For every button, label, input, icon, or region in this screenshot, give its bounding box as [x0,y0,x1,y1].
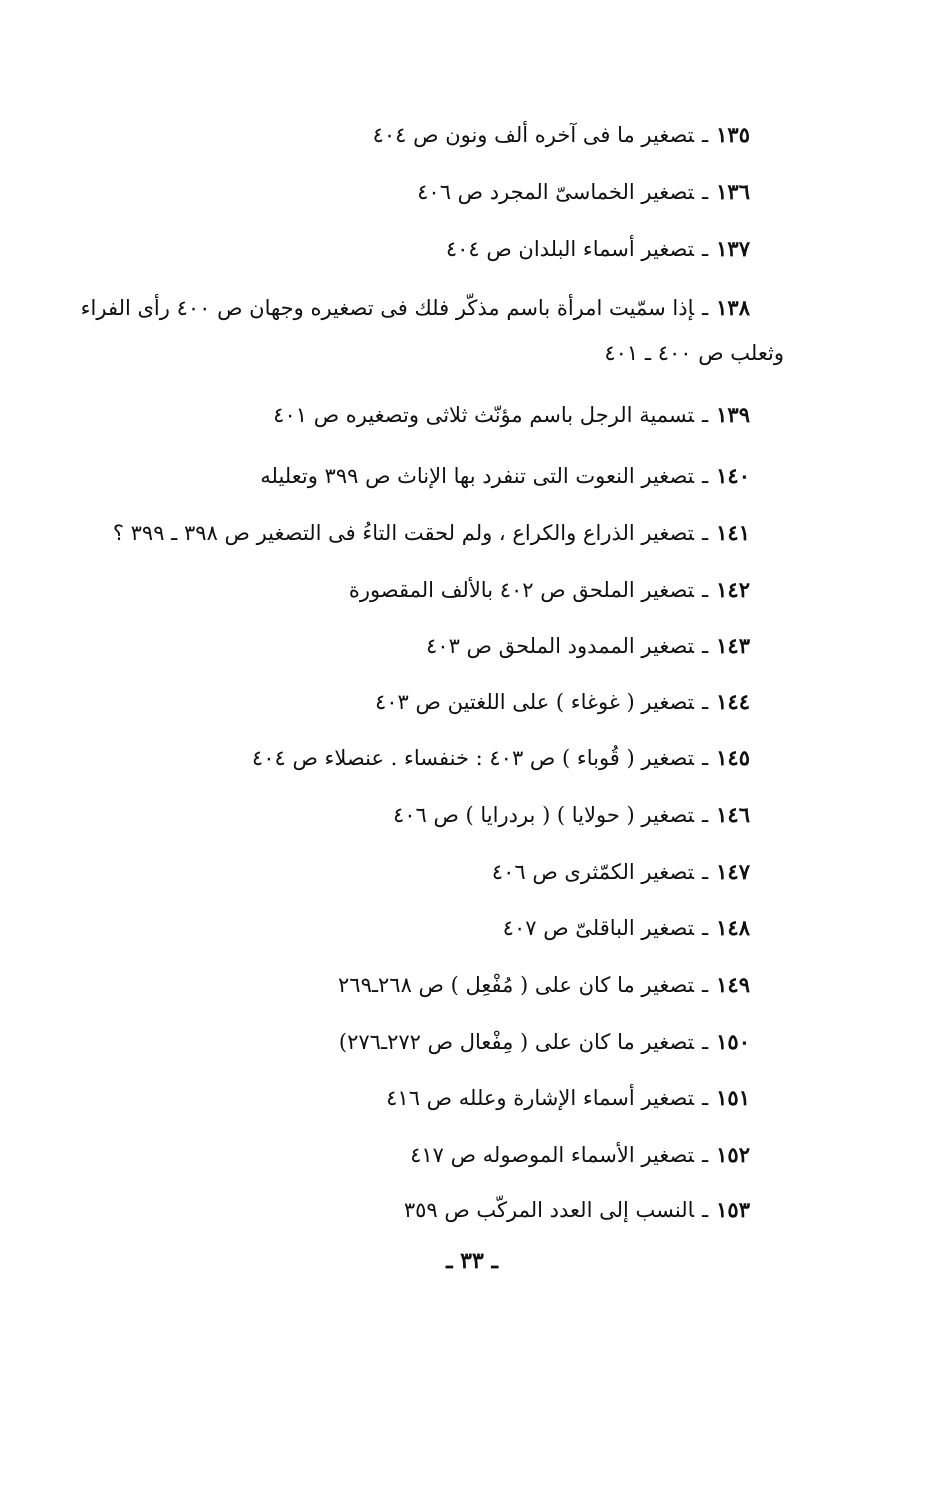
entry-text: إذا سمّيت امرأة باسم مذكّر فلك فى تصغيره وجهان ص ٤٠٠ رأى الفراء [80,296,694,320]
index-entry [410,1140,750,1170]
entry-dash: ـ [702,803,709,827]
index-entry [386,1083,750,1113]
entry-text: تصغير ( قُوباء ) ص ٤٠٣ : خنفساء . عنصلاء ص ٤٠٤ [251,746,694,770]
entry-text: تصغير ( غوغاء ) على اللغتين ص ٤٠٣ [375,690,694,714]
entry-dash: ـ [702,634,709,658]
entry-number: ١٤٤ [716,689,750,714]
entry-text: تصغير ما فى آخره ألف ونون ص ٤٠٤ [372,123,694,147]
entry-number: ١٤١ [716,520,750,545]
entry-number: ١٥٢ [716,1142,750,1167]
entry-dash: ـ [702,403,709,427]
entry-dash: ـ [702,237,709,261]
entry-text: تصغير الممدود الملحق ص ٤٠٣ [426,634,694,658]
entry-dash: ـ [702,123,709,147]
index-entry [492,857,750,887]
index-entry [349,575,750,605]
entry-dash: ـ [702,296,709,320]
entry-number: ١٤٩ [716,972,750,997]
index-entry [252,743,750,773]
index-entry [446,234,750,264]
entry-number: ١٤٦ [716,802,750,827]
entry-dash: ـ [702,690,709,714]
entry-text: تصغير الملحق ص ٤٠٢ بالألف المقصورة [348,578,694,602]
index-entry [417,177,750,207]
entry-text: تصغير الأسماء الموصوله ص ٤١٧ [410,1143,694,1167]
entry-number: ١٣٧ [716,236,750,261]
entry-number: ١٤٠ [716,463,750,488]
entry-dash: ـ [702,916,709,940]
entry-text: تصغير الكمّثرى ص ٤٠٦ [491,860,694,884]
entry-dash: ـ [702,180,709,204]
index-entry [426,631,750,661]
index-entry [373,120,750,150]
entry-number: ١٣٩ [716,402,750,427]
entry-text: تصغير أسماء البلدان ص ٤٠٤ [445,237,694,261]
entry-text: تصغير الذراع والكراع ، ولم لحقت التاءُ فى التصغير ص ٣٩٨ ـ ٣٩٩ ؟ [112,521,694,545]
entry-number: ١٤٣ [716,633,750,658]
entry-dash: ـ [702,578,709,602]
index-entry [338,970,750,1000]
index-entry [393,800,750,830]
index-entry [375,687,750,717]
index-entry [404,1195,750,1225]
entry-number: ١٤٨ [716,915,750,940]
index-entry [503,913,750,943]
entry-dash: ـ [702,973,709,997]
entry-dash: ـ [702,1086,709,1110]
page-number: ـ ٣٣ ـ [446,1248,498,1274]
entry-text: تصغير ( حولايا ) ( بردرايا ) ص ٤٠٦ [392,803,694,827]
entry-continuation: وثعلب ص ٤٠٠ ـ ٤٠١ [604,341,784,365]
entry-text: تصغير الباقلىّ ص ٤٠٧ [502,916,694,940]
entry-text: النسب إلى العدد المركّب ص ٣٥٩ [403,1198,694,1222]
entry-dash: ـ [702,746,709,770]
entry-number: ١٤٥ [716,745,750,770]
entry-dash: ـ [702,464,709,488]
entry-text: تصغير النعوت التى تنفرد بها الإناث ص ٣٩٩ وتعليله [260,464,694,488]
entry-number: ١٤٧ [716,859,750,884]
index-entry [339,1027,750,1057]
entry-dash: ـ [702,1198,709,1222]
entry-text: تصغير الخماسىّ المجرد ص ٤٠٦ [417,180,694,204]
entry-number: ١٣٨ [716,295,750,320]
entry-number: ١٥٠ [716,1029,750,1054]
entry-number: ١٤٢ [716,577,750,602]
entry-text: تسمية الرجل باسم مؤنّث ثلاثى وتصغيره ص ٤٠١ [273,403,694,427]
entry-text: تصغير ما كان على ( مِفْعال ص ٢٧٢ـ٢٧٦) [338,1030,694,1054]
entry-text: تصغير أسماء الإشارة وعلله ص ٤١٦ [386,1086,694,1110]
index-entry [260,461,750,491]
entry-number: ١٥١ [716,1085,750,1110]
entry-number: ١٣٥ [716,122,750,147]
index-entry [81,293,750,323]
entry-number: ١٥٣ [716,1197,750,1222]
index-entry [113,518,750,548]
entry-dash: ـ [702,521,709,545]
entry-text: تصغير ما كان على ( مُفْعِل ) ص ٢٦٨ـ٢٦٩ [338,973,694,997]
entry-number: ١٣٦ [716,179,750,204]
entry-dash: ـ [702,1030,709,1054]
entry-dash: ـ [702,1143,709,1167]
entry-dash: ـ [702,860,709,884]
index-entry [273,400,750,430]
